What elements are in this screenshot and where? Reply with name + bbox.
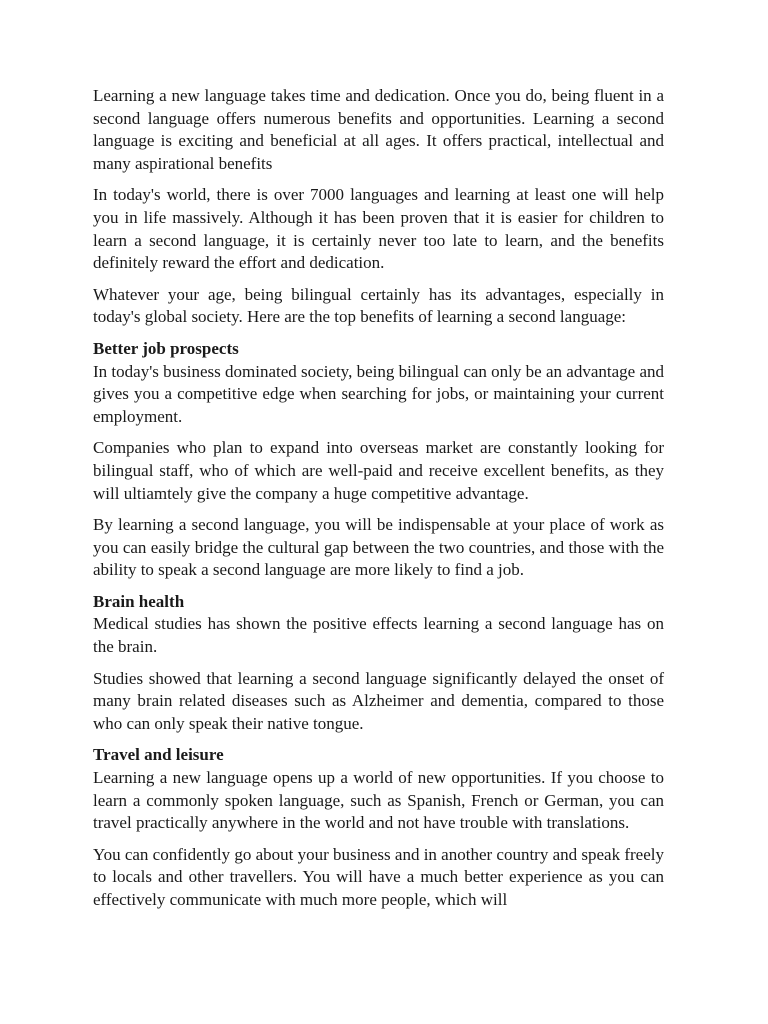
intro-paragraph-1: Learning a new language takes time and dedication. Once you do, being fluent in a second language offers numerous benefits and opportunities. Learning a second language is exciting and beneficial at all ages. It offers practical, intellectual and many aspirational benefits — [93, 86, 664, 173]
document-page — [93, 85, 664, 912]
section-brain-health — [93, 591, 664, 736]
body-paragraph: In today's business dominated society, being bilingual can only be an advantage and gives you a competitive edge when searching for jobs, or maintaining your current employment. — [93, 361, 664, 426]
body-paragraph: Studies showed that learning a second language significantly delayed the onset of many brain related diseases such as Alzheimer and dementia, compared to those who can only speak their native tongue. — [93, 668, 664, 733]
section-better-job-prospects — [93, 338, 664, 582]
body-paragraph: You can confidently go about your business and in another country and speak freely to locals and other travellers. You will have a much better experience as you can effectively communicate with much more people, which will — [93, 844, 664, 909]
body-paragraph: Medical studies has shown the positive effects learning a second language has on the brain. — [93, 614, 664, 657]
intro-paragraph-3: Whatever your age, being bilingual certainly has its advantages, especially in today's global society. Here are the top benefits of learning a second language: — [93, 284, 664, 327]
body-paragraph: Companies who plan to expand into overseas market are constantly looking for bilingual staff, who of which are well-paid and receive excellent benefits, as they will ultiamtely give the company a huge competitive advantage. — [93, 438, 664, 503]
body-paragraph: Learning a new language opens up a world of new opportunities. If you choose to learn a commonly spoken language, such as Spanish, French or German, you can travel practically anywhere in the world and not have trouble with translations. — [93, 768, 664, 833]
section-heading: Better job prospects — [93, 338, 239, 358]
intro-paragraph-2: In today's world, there is over 7000 languages and learning at least one will help you in life massively. Although it has been proven that it is easier for children to learn a second language, it is certainly never too late to learn, and the benefits definitely reward the effort and dedication. — [93, 185, 664, 273]
section-heading: Brain health — [93, 591, 185, 611]
section-travel-and-leisure — [93, 744, 664, 911]
section-heading: Travel and leisure — [93, 745, 224, 765]
body-paragraph: By learning a second language, you will be indispensable at your place of work as you can easily bridge the cultural gap between the two countries, and those with the ability to speak a second language are more likely to find a job. — [93, 515, 664, 580]
